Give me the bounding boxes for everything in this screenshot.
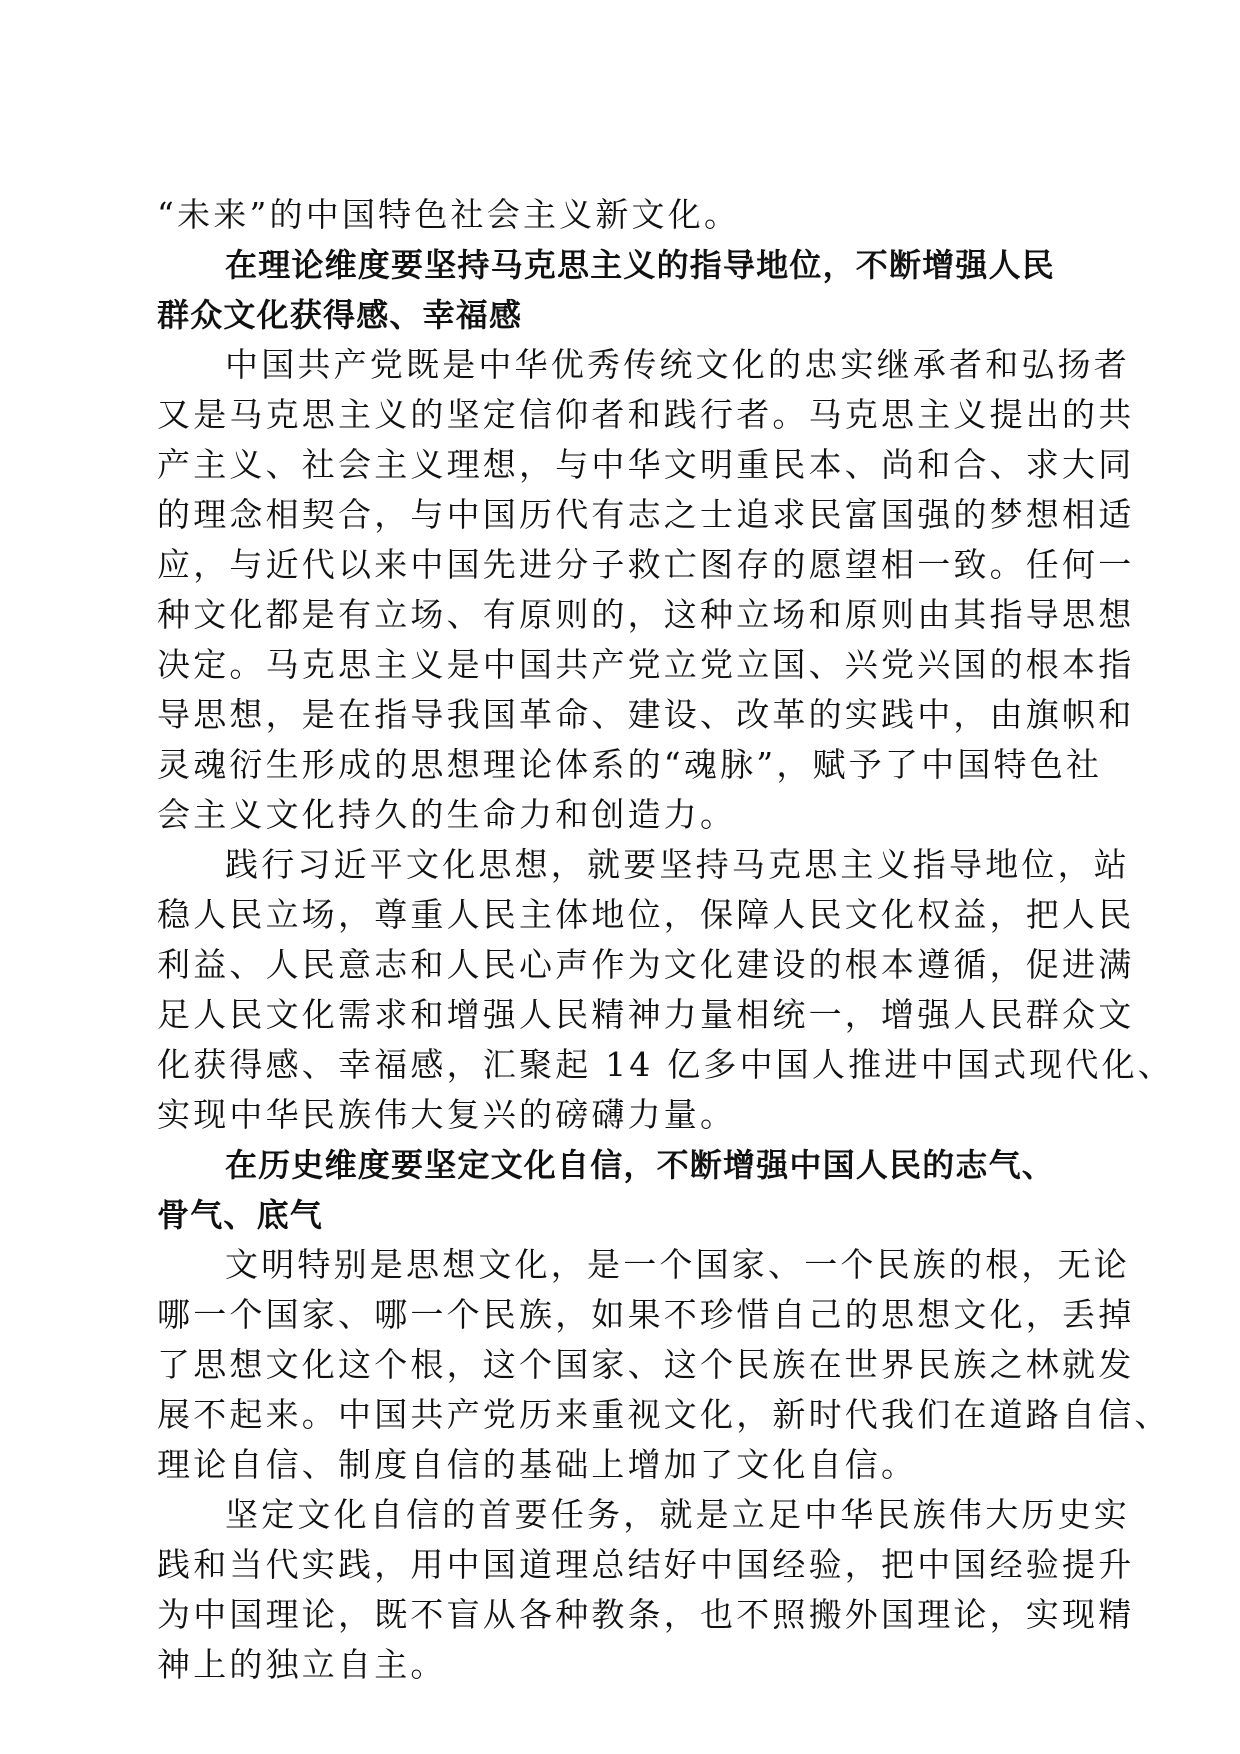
body-text-line: 践和当代实践，用中国道理总结好中国经验，把中国经验提升 <box>157 1545 1135 1584</box>
section-heading-line: 群众文化获得感、幸福感 <box>157 296 523 334</box>
section-heading-line: 在历史维度要坚定文化自信，不断增强中国人民的志气、 <box>225 1146 1056 1184</box>
body-text-line: 应，与近代以来中国先进分子救亡图存的愿望相一致。任何一 <box>157 545 1135 584</box>
body-text-line: 种文化都是有立场、有原则的，这种立场和原则由其指导思想 <box>157 595 1135 634</box>
body-text-line: 稳人民立场，尊重人民主体地位，保障人民文化权益，把人民 <box>157 895 1135 934</box>
section-heading-line: 骨气、底气 <box>157 1196 324 1234</box>
body-text-line: 决定。马克思主义是中国共产党立党立国、兴党兴国的根本指 <box>157 645 1135 684</box>
body-text-line: 坚定文化自信的首要任务，就是立足中华民族伟大历史实 <box>225 1495 1130 1534</box>
body-text-line: 哪一个国家、哪一个民族，如果不珍惜自己的思想文化，丢掉 <box>157 1295 1135 1334</box>
body-text-line: 中国共产党既是中华优秀传统文化的忠实继承者和弘扬者 <box>225 345 1130 384</box>
body-text-line: 利益、人民意志和人民心声作为文化建设的根本遵循，促进满 <box>157 945 1135 984</box>
body-text-line: “未来”的中国特色社会主义新文化。 <box>157 195 741 234</box>
body-text-line: 又是马克思主义的坚定信仰者和践行者。马克思主义提出的共 <box>157 395 1135 434</box>
body-text-line: 文明特别是思想文化，是一个国家、一个民族的根，无论 <box>225 1245 1130 1284</box>
body-text-line: 理论自信、制度自信的基础上增加了文化自信。 <box>157 1445 918 1484</box>
body-text-line: 的理念相契合，与中国历代有志之士追求民富国强的梦想相适 <box>157 495 1135 534</box>
body-text-line: 导思想，是在指导我国革命、建设、改革的实践中，由旗帜和 <box>157 695 1135 734</box>
section-heading-line: 在理论维度要坚持马克思主义的指导地位，不断增强人民 <box>225 246 1056 284</box>
body-text-line: 践行习近平文化思想，就要坚持马克思主义指导地位，站 <box>225 845 1130 884</box>
body-text-line: 了思想文化这个根，这个国家、这个民族在世界民族之林就发 <box>157 1345 1135 1384</box>
body-text-line: 实现中华民族伟大复兴的磅礴力量。 <box>157 1095 737 1134</box>
document-body <box>157 190 1174 1690</box>
body-text-line: 化获得感、幸福感，汇聚起 14 亿多中国人推进中国式现代化、 <box>157 1045 1174 1084</box>
body-text-line: 灵魂衍生形成的思想理论体系的“魂脉”，赋予了中国特色社 <box>157 745 1103 784</box>
body-text-line: 神上的独立自主。 <box>157 1645 447 1684</box>
body-text-line: 为中国理论，既不盲从各种教条，也不照搬外国理论，实现精 <box>157 1595 1135 1634</box>
body-text-line: 会主义文化持久的生命力和创造力。 <box>157 795 737 834</box>
body-text-line: 产主义、社会主义理想，与中华文明重民本、尚和合、求大同 <box>157 445 1135 484</box>
body-text-line: 展不起来。中国共产党历来重视文化，新时代我们在道路自信、 <box>157 1395 1171 1434</box>
body-text-line: 足人民文化需求和增强人民精神力量相统一，增强人民群众文 <box>157 995 1135 1034</box>
